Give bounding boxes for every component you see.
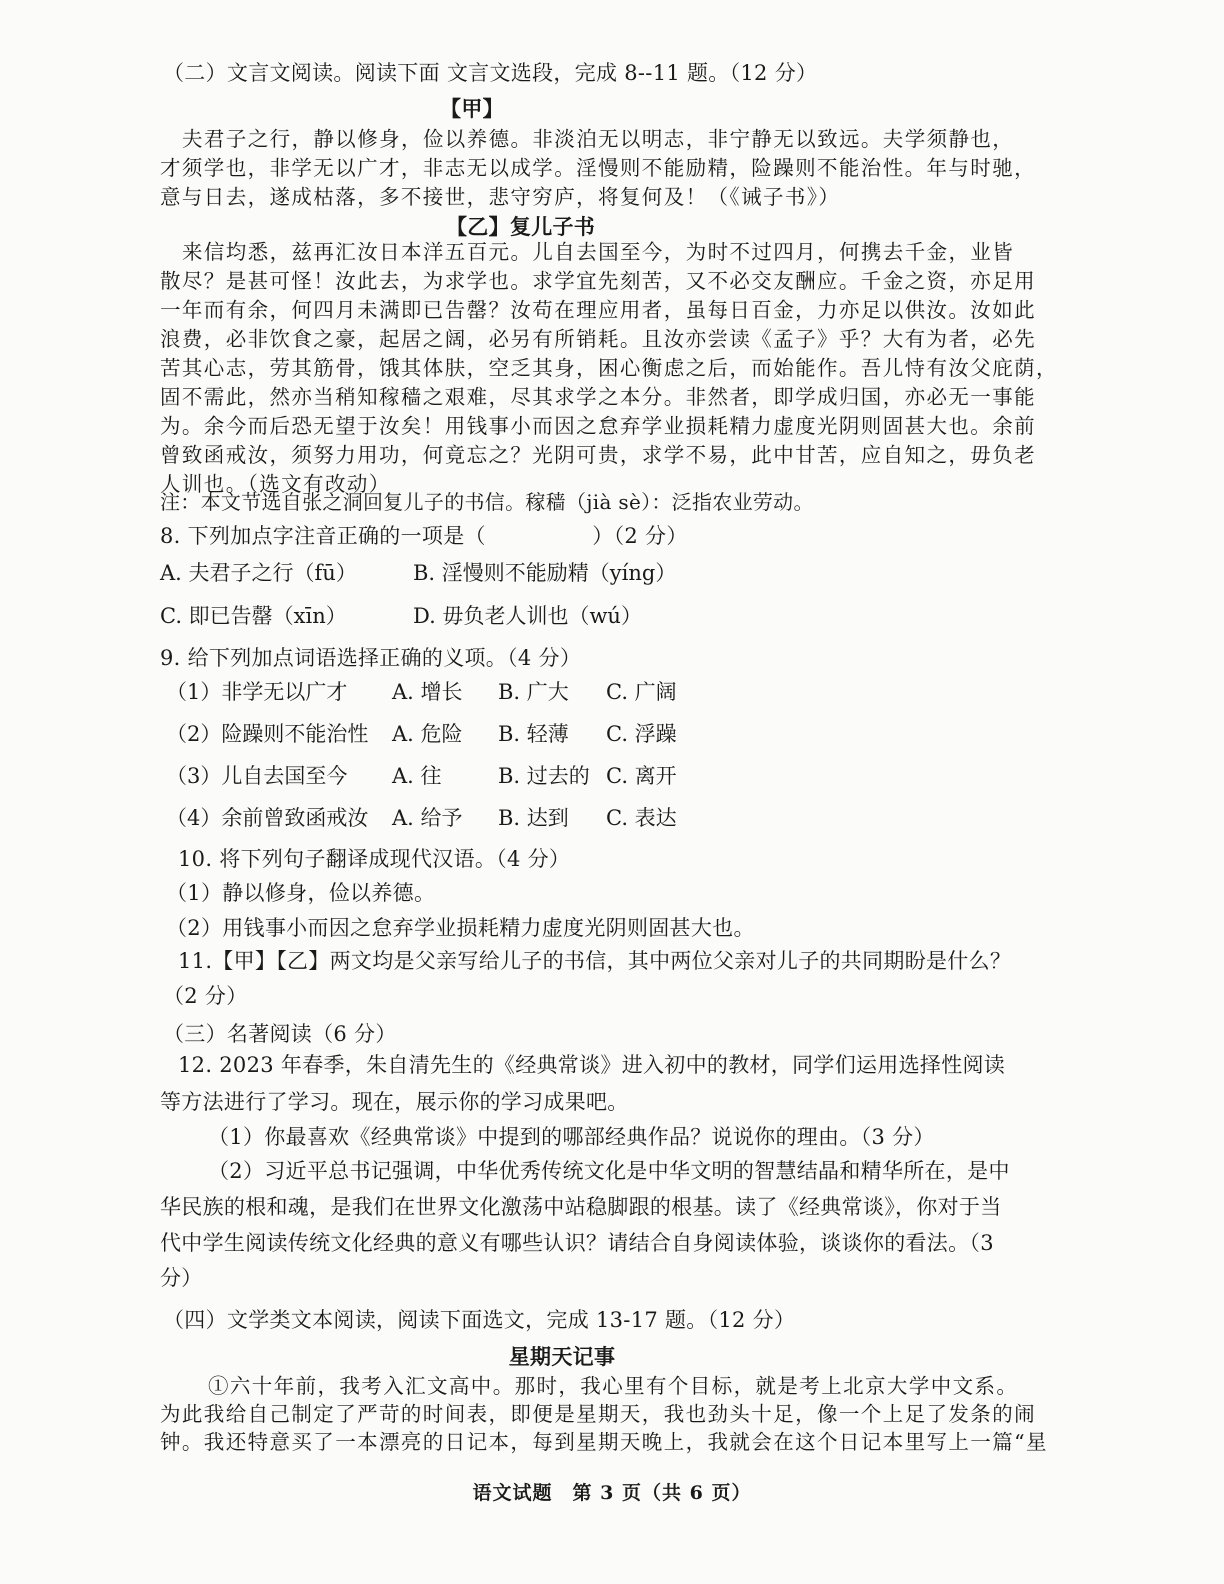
q9-item-2-a: A. 危险: [392, 722, 463, 746]
q9-item-1-c: C. 广阔: [606, 680, 677, 704]
story-line-3: 钟。我还特意买了一本漂亮的日记本，每到星期天晚上，我就会在这个日记本里写上一篇“星: [160, 1430, 1048, 1454]
q8-option-c: C. 即已告罄（xīn）: [160, 604, 347, 628]
jia-line-3: 意与日去，遂成枯落，多不接世，悲守穷庐，将复何及！（《诫子书》）: [160, 185, 841, 209]
story-line-1: ①六十年前，我考入汇文高中。那时，我心里有个目标，就是考上北京大学中文系。: [208, 1374, 1019, 1398]
yi-line-5: 苦其心志，劳其筋骨，饿其体肤，空乏其身，困心衡虑之后，而始能作。吾儿恃有汝父庇荫，: [160, 356, 1058, 380]
annotation-note: 注：本文节选自张之洞回复儿子的书信。稼穑（jià sè）：泛指农业劳动。: [160, 490, 814, 514]
section3-header: （三）名著阅读（6 分）: [163, 1022, 397, 1046]
q11-points: （2 分）: [163, 984, 248, 1008]
q10-sentence-2: （2）用钱事小而因之怠弃学业损耗精力虚度光阴则固甚大也。: [166, 916, 755, 940]
q9-item-3-b: B. 过去的: [498, 764, 590, 788]
jia-line-2: 才须学也，非学无以广才，非志无以成学。淫慢则不能励精，险躁则不能治性。年与时驰，: [160, 156, 1036, 180]
q9-item-4-a: A. 给予: [392, 806, 463, 830]
yi-line-6: 固不需此，然亦当稍知稼穑之艰难，尽其求学之本分。非然者，即学成归国，亦必无一事能: [160, 385, 1036, 409]
jia-line-1: 夫君子之行，静以修身，俭以养德。非淡泊无以明志，非宁静无以致远。夫学须静也，: [182, 127, 1015, 151]
q9-item-4-b: B. 达到: [498, 806, 569, 830]
q9-stem: 9. 给下列加点词语选择正确的义项。（4 分）: [160, 646, 582, 670]
yi-line-2: 散尽？是甚可怪！汝此去，为求学也。求学宜先刻苦，又不必交友酬应。千金之资，亦足用: [160, 269, 1036, 293]
story-title: 星期天记事: [508, 1344, 616, 1369]
q9-item-2-b: B. 轻薄: [498, 722, 569, 746]
yi-title: 【乙】复儿子书: [446, 214, 596, 239]
yi-line-4: 浪费，必非饮食之豪，起居之阔，必另有所销耗。且汝亦尝读《孟子》乎？大有为者，必先: [160, 327, 1036, 351]
q9-item-3-c: C. 离开: [606, 764, 677, 788]
jia-title: 【甲】: [440, 96, 504, 121]
q12-part-1: （1）你最喜欢《经典常谈》中提到的哪部经典作品？说说你的理由。（3 分）: [208, 1125, 935, 1149]
q12-part-2-line-4: 分）: [160, 1266, 203, 1290]
section2-header: （二）文言文阅读。阅读下面 文言文选段，完成 8--11 题。（12 分）: [163, 61, 818, 85]
q12-part-2-line-2: 华民族的根和魂，是我们在世界文化激荡中站稳脚跟的根基。读了《经典常谈》，你对于当: [160, 1195, 1002, 1219]
q12-line-1: 12. 2023 年春季，朱自清先生的《经典常谈》进入初中的教材，同学们运用选择性阅读: [178, 1053, 1006, 1077]
yi-line-7: 为。余今而后恐无望于汝矣！用钱事小而因之怠弃学业损耗精力虚度光阴则固甚大也。余前: [160, 414, 1036, 438]
q12-line-2: 等方法进行了学习。现在，展示你的学习成果吧。: [160, 1090, 629, 1114]
q9-item-1-b: B. 广大: [498, 680, 569, 704]
section4-header: （四）文学类文本阅读，阅读下面选文，完成 13-17 题。（12 分）: [163, 1308, 796, 1332]
q11-stem: 11.【甲】【乙】两文均是父亲写给儿子的书信，其中两位父亲对儿子的共同期盼是什么？: [178, 949, 1012, 973]
q10-sentence-1: （1）静以修身，俭以养德。: [166, 881, 436, 905]
q8-option-d: D. 毋负老人训也（wú）: [413, 604, 642, 628]
q12-part-2-line-1: （2）习近平总书记强调，中华优秀传统文化是中华文明的智慧结晶和精华所在，是中: [208, 1159, 1010, 1183]
yi-line-8: 曾致函戒汝，须努力用功，何竟忘之？光阴可贵，求学不易，此中甘苦，应自知之，毋负老: [160, 443, 1036, 467]
q9-item-4: （4）余前曾致函戒汝: [166, 806, 369, 830]
q10-stem: 10. 将下列句子翻译成现代汉语。（4 分）: [178, 847, 571, 871]
q9-item-4-c: C. 表达: [606, 806, 677, 830]
q8-option-a: A. 夫君子之行（fū）: [160, 561, 357, 585]
q9-item-3: （3）儿自去国至今: [166, 764, 348, 788]
q12-part-2-line-3: 代中学生阅读传统文化经典的意义有哪些认识？请结合自身阅读体验，谈谈你的看法。（3: [160, 1231, 994, 1255]
page-footer: 语文试题 第 3 页（共 6 页）: [472, 1482, 752, 1504]
q9-item-3-a: A. 往: [392, 764, 442, 788]
yi-line-3: 一年而有余，何四月未满即已告罄？汝苟在理应用者，虽每日百金，力亦足以供汝。汝如此: [160, 298, 1036, 322]
yi-line-1: 来信均悉，兹再汇汝日本洋五百元。儿自去国至今，为时不过四月，何携去千金，业皆: [182, 240, 1015, 264]
yi-line-9: 人训也。（选文有改动）: [160, 472, 391, 496]
q8-option-b: B. 淫慢则不能励精（yíng）: [413, 561, 677, 585]
q8-stem: 8. 下列加点字注音正确的一项是（ ）（2 分）: [160, 524, 688, 548]
q9-item-2-c: C. 浮躁: [606, 722, 677, 746]
story-line-2: 为此我给自己制定了严苛的时间表，即便是星期天，我也劲头十足，像一个上足了发条的闹: [160, 1402, 1036, 1426]
q9-item-1-a: A. 增长: [392, 680, 463, 704]
q9-item-1: （1）非学无以广才: [166, 680, 348, 704]
q9-item-2: （2）险躁则不能治性: [166, 722, 369, 746]
